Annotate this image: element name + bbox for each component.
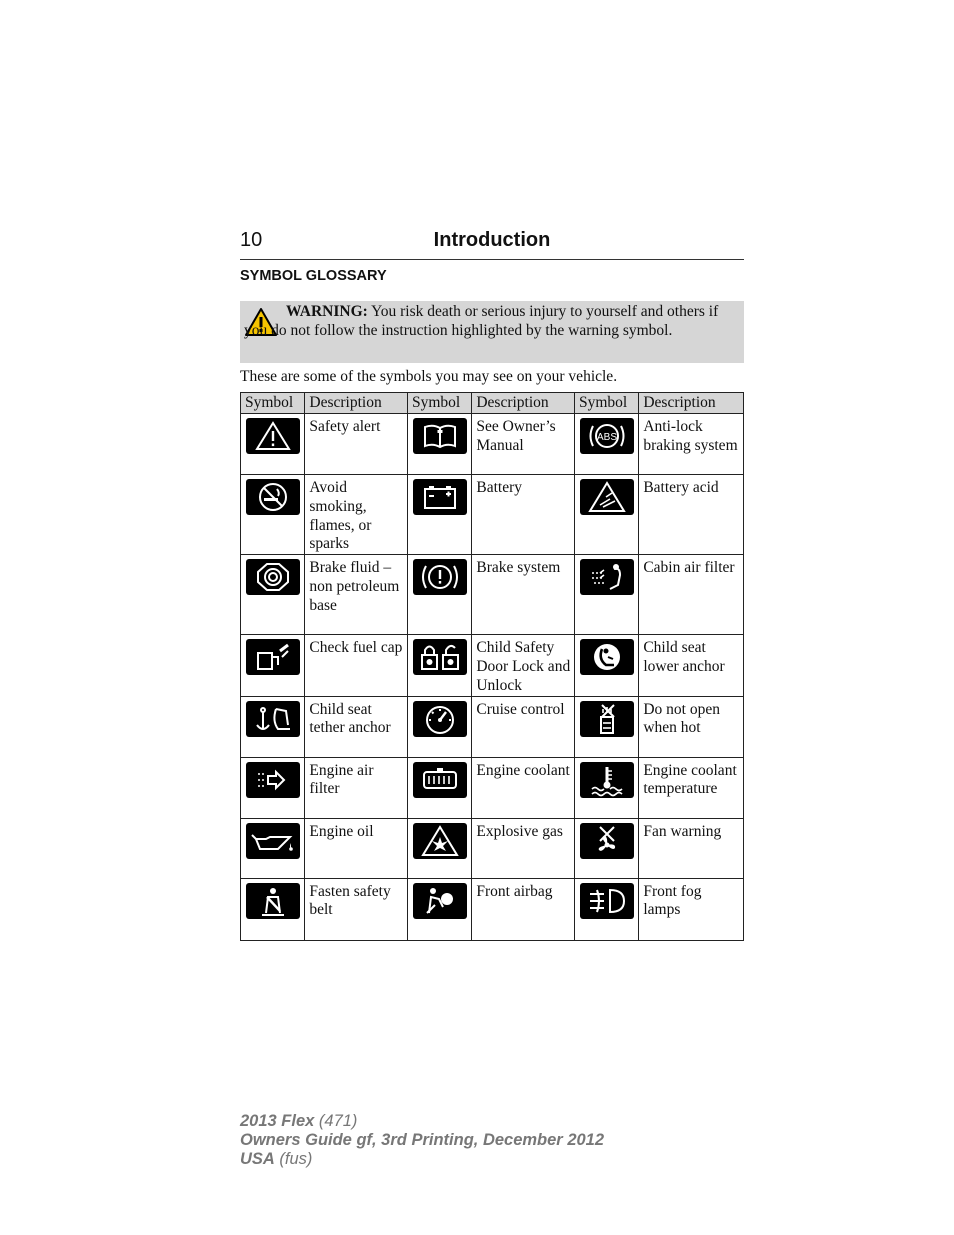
header-description: Description [639,393,744,414]
description-cell: Anti-lock braking system [639,414,744,475]
description-cell: Avoid smoking, flames, or sparks [305,475,408,555]
symbol-cell [407,696,471,757]
symbol-cell [574,818,638,878]
symbol-cell [574,696,638,757]
child-lock-icon [413,639,467,675]
warning-box [240,301,744,363]
svg-text:ABS: ABS [596,432,617,443]
page-footer [240,1112,604,1169]
description-cell: Explosive gas [472,818,575,878]
table-row [241,555,744,635]
symbol-cell [574,475,638,555]
header-symbol: Symbol [407,393,471,414]
cruise-control-icon [413,701,467,737]
engine-coolant-icon [413,762,467,798]
front-airbag-icon [413,883,467,919]
description-cell: Fasten safety belt [305,878,408,940]
description-cell: Check fuel cap [305,635,408,696]
footer-model-code: (471) [314,1112,358,1130]
battery-acid-icon [580,479,634,515]
header-description: Description [305,393,408,414]
symbol-cell [241,757,305,818]
description-cell: Do not open when hot [639,696,744,757]
table-row [241,475,744,555]
warning-text [244,303,738,340]
symbol-cell [241,414,305,475]
table-header-row [241,393,744,414]
description-cell: Brake fluid – non petroleum base [305,555,408,635]
description-cell: Battery acid [639,475,744,555]
cabin-air-filter-icon [580,559,634,595]
footer-market-code: (fus) [274,1150,313,1168]
description-cell: Battery [472,475,575,555]
brake-fluid-icon [246,559,300,595]
page-title: Introduction [433,229,551,251]
explosive-gas-icon [413,823,467,859]
description-cell: Fan warning [639,818,744,878]
engine-oil-icon [246,823,300,859]
warning-label: WARNING: [286,303,368,320]
table-row [241,414,744,475]
table-row [241,635,744,696]
header-symbol: Symbol [241,393,305,414]
fuel-cap-icon [246,639,300,675]
owners-manual-icon [413,418,467,454]
symbol-cell [407,818,471,878]
footer-line-1 [240,1112,604,1131]
description-cell: Child seat tether anchor [305,696,408,757]
symbol-cell [241,696,305,757]
intro-text: These are some of the symbols you may see on your vehicle. [240,368,618,385]
symbol-cell [241,555,305,635]
safety-alert-icon [246,418,300,454]
symbol-cell [574,757,638,818]
description-cell: Engine air filter [305,757,408,818]
footer-model: 2013 Flex [240,1112,315,1130]
coolant-temp-icon [580,762,634,798]
abs-icon [580,418,634,454]
description-cell: Engine coolant [472,757,575,818]
engine-air-filter-icon [246,762,300,798]
tether-anchor-icon [246,701,300,737]
description-cell: Safety alert [305,414,408,475]
description-cell: See Owner’s Manual [472,414,575,475]
description-cell: Child Safety Door Lock and Unlock [472,635,575,696]
description-cell: Cabin air filter [639,555,744,635]
symbol-cell [241,635,305,696]
symbol-cell [574,555,638,635]
footer-line-2: Owners Guide gf, 3rd Printing, December 2012 [240,1131,605,1149]
table-row [241,818,744,878]
description-cell: Child seat lower anchor [639,635,744,696]
header-description: Description [472,393,575,414]
description-cell: Engine oil [305,818,408,878]
no-smoking-icon [246,479,300,515]
fog-lamps-icon [580,883,634,919]
table-row [241,696,744,757]
symbol-cell [574,414,638,475]
symbol-cell [407,414,471,475]
symbol-cell [407,475,471,555]
footer-market: USA [240,1150,275,1168]
symbol-cell [407,757,471,818]
description-cell: Brake system [472,555,575,635]
symbol-cell [241,818,305,878]
table-row [241,878,744,940]
description-cell: Engine coolant temperature [639,757,744,818]
symbol-cell [407,635,471,696]
warning-body: You risk death or serious injury to yourself and others if you do not follow the instruction highlighted by the warning symbol. [244,303,719,339]
child-anchor-icon [580,639,634,675]
symbol-cell [407,555,471,635]
symbol-cell [241,475,305,555]
battery-icon [413,479,467,515]
symbol-cell [241,878,305,940]
symbol-cell [407,878,471,940]
fan-warning-icon [580,823,634,859]
table-row [241,757,744,818]
header-symbol: Symbol [574,393,638,414]
page-header [240,229,744,260]
brake-system-icon [413,559,467,595]
section-title: SYMBOL GLOSSARY [240,268,387,284]
footer-line-3 [240,1150,604,1169]
description-cell: Cruise control [472,696,575,757]
page-number: 10 [240,229,263,251]
symbol-cell [574,878,638,940]
description-cell: Front airbag [472,878,575,940]
symbol-glossary-table [240,392,744,941]
symbol-cell [574,635,638,696]
do-not-open-hot-icon [580,701,634,737]
description-cell: Front fog lamps [639,878,744,940]
seat-belt-icon [246,883,300,919]
